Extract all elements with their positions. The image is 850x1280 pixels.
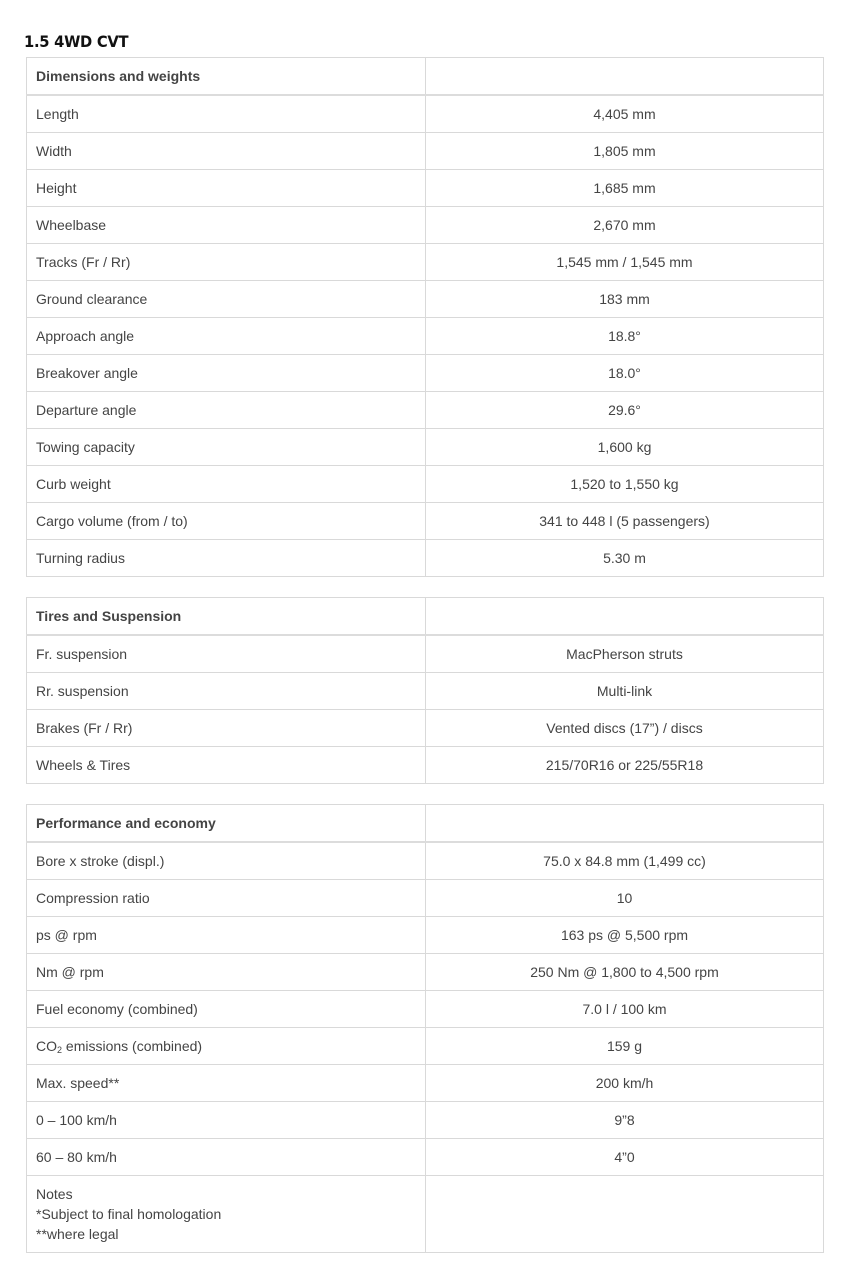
spec-value: 1,545 mm / 1,545 mm xyxy=(426,244,824,281)
table-row xyxy=(27,842,824,880)
spec-value: 1,685 mm xyxy=(426,170,824,207)
spec-label: Max. speed** xyxy=(27,1065,426,1102)
notes-row xyxy=(27,1176,824,1253)
spec-value: 18.0° xyxy=(426,355,824,392)
spec-value: 2,670 mm xyxy=(426,207,824,244)
section-header-row xyxy=(27,58,824,96)
spec-label: Approach angle xyxy=(27,318,426,355)
spec-label: Compression ratio xyxy=(27,880,426,917)
table-row xyxy=(27,635,824,673)
spec-value: 29.6° xyxy=(426,392,824,429)
co2-subscript: 2 xyxy=(57,1045,63,1055)
spec-label: Ground clearance xyxy=(27,281,426,318)
spec-label: Fr. suspension xyxy=(27,635,426,673)
spec-label: 60 – 80 km/h xyxy=(27,1139,426,1176)
co2-suffix: emissions (combined) xyxy=(62,1038,203,1054)
spec-table xyxy=(26,57,824,577)
spec-value: Vented discs (17”) / discs xyxy=(426,710,824,747)
spec-value: 5.30 m xyxy=(426,540,824,577)
table-row xyxy=(27,1102,824,1139)
spec-value: 4”0 xyxy=(426,1139,824,1176)
spec-label: Cargo volume (from / to) xyxy=(27,503,426,540)
page-title: 1.5 4WD CVT xyxy=(24,32,129,51)
section-heading-value-cell xyxy=(426,805,824,843)
section-heading-value-cell xyxy=(426,598,824,636)
spec-label: Width xyxy=(27,133,426,170)
spec-label: Fuel economy (combined) xyxy=(27,991,426,1028)
spec-label: Wheelbase xyxy=(27,207,426,244)
spec-value: 10 xyxy=(426,880,824,917)
section-header-row xyxy=(27,598,824,636)
notes-value-cell xyxy=(426,1176,824,1253)
spec-value: 4,405 mm xyxy=(426,95,824,133)
table-row xyxy=(27,244,824,281)
table-row xyxy=(27,318,824,355)
spec-table xyxy=(26,804,824,1253)
dimensions-and-weights-section xyxy=(26,57,824,577)
spec-value: 200 km/h xyxy=(426,1065,824,1102)
spec-value: 163 ps @ 5,500 rpm xyxy=(426,917,824,954)
notes-line: *Subject to final homologation xyxy=(36,1206,222,1222)
spec-label: Departure angle xyxy=(27,392,426,429)
spec-value: 341 to 448 l (5 passengers) xyxy=(426,503,824,540)
spec-label: Curb weight xyxy=(27,466,426,503)
spec-label: Height xyxy=(27,170,426,207)
spec-label: Rr. suspension xyxy=(27,673,426,710)
spec-label: Brakes (Fr / Rr) xyxy=(27,710,426,747)
spec-value: MacPherson struts xyxy=(426,635,824,673)
tires-and-suspension-section xyxy=(26,597,824,784)
spec-label: Towing capacity xyxy=(27,429,426,466)
table-row xyxy=(27,133,824,170)
spec-label: Breakover angle xyxy=(27,355,426,392)
spec-value: 250 Nm @ 1,800 to 4,500 rpm xyxy=(426,954,824,991)
table-row xyxy=(27,392,824,429)
section-heading-value-cell xyxy=(426,58,824,96)
section-header-row xyxy=(27,805,824,843)
spec-value: 9”8 xyxy=(426,1102,824,1139)
spec-value: Multi-link xyxy=(426,673,824,710)
spec-table xyxy=(26,597,824,784)
table-row xyxy=(27,710,824,747)
spec-label: Tracks (Fr / Rr) xyxy=(27,244,426,281)
table-row xyxy=(27,429,824,466)
spec-label: ps @ rpm xyxy=(27,917,426,954)
table-row xyxy=(27,540,824,577)
table-row xyxy=(27,503,824,540)
spec-value: 18.8° xyxy=(426,318,824,355)
performance-and-economy-section xyxy=(26,804,824,1253)
table-row xyxy=(27,747,824,784)
table-row xyxy=(27,1139,824,1176)
table-row xyxy=(27,355,824,392)
section-heading: Tires and Suspension xyxy=(27,598,426,636)
table-row xyxy=(27,170,824,207)
table-row xyxy=(27,466,824,503)
table-row xyxy=(27,1028,824,1065)
spec-value: 159 g xyxy=(426,1028,824,1065)
table-row xyxy=(27,1065,824,1102)
notes-cell xyxy=(27,1176,426,1253)
table-row xyxy=(27,207,824,244)
table-row xyxy=(27,991,824,1028)
spec-value: 215/70R16 or 225/55R18 xyxy=(426,747,824,784)
spec-label: Nm @ rpm xyxy=(27,954,426,991)
spec-value: 75.0 x 84.8 mm (1,499 cc) xyxy=(426,842,824,880)
section-heading: Dimensions and weights xyxy=(27,58,426,96)
spec-value: 183 mm xyxy=(426,281,824,318)
table-row xyxy=(27,281,824,318)
spec-value: 1,520 to 1,550 kg xyxy=(426,466,824,503)
spec-label: Wheels & Tires xyxy=(27,747,426,784)
table-row xyxy=(27,880,824,917)
spec-label xyxy=(27,1028,426,1065)
section-heading: Performance and economy xyxy=(27,805,426,843)
spec-value: 1,805 mm xyxy=(426,133,824,170)
spec-value: 7.0 l / 100 km xyxy=(426,991,824,1028)
spec-value: 1,600 kg xyxy=(426,429,824,466)
spec-label: 0 – 100 km/h xyxy=(27,1102,426,1139)
spec-label: Bore x stroke (displ.) xyxy=(27,842,426,880)
table-row xyxy=(27,673,824,710)
table-row xyxy=(27,95,824,133)
table-row xyxy=(27,917,824,954)
spec-label: Length xyxy=(27,95,426,133)
co2-prefix: CO xyxy=(36,1038,57,1054)
notes-line: **where legal xyxy=(36,1226,119,1242)
notes-heading: Notes xyxy=(36,1186,73,1202)
table-row xyxy=(27,954,824,991)
spec-label: Turning radius xyxy=(27,540,426,577)
